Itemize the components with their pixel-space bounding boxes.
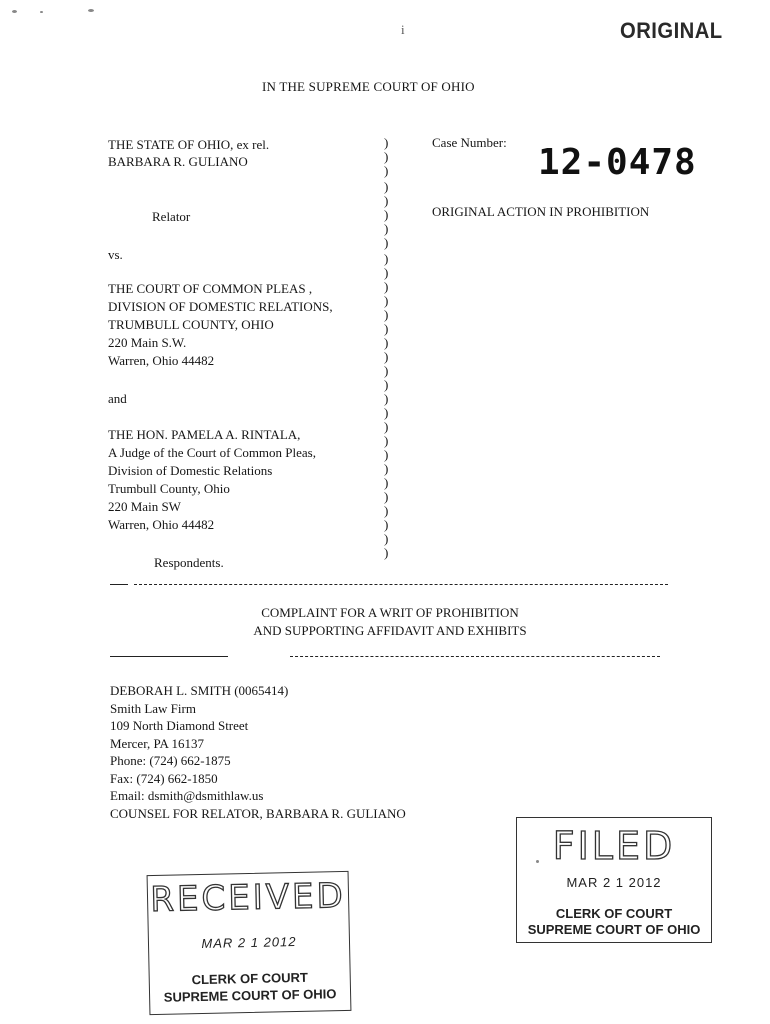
counsel-firm: Smith Law Firm	[110, 700, 196, 716]
complaint-title-line: COMPLAINT FOR A WRIT OF PROHIBITION	[261, 605, 519, 620]
scan-speck	[536, 860, 539, 863]
caption-parenthesis: )	[384, 545, 389, 560]
caption-line: Division of Domestic Relations	[108, 463, 273, 478]
caption-parenthesis: )	[384, 363, 389, 378]
caption-line: BARBARA R. GULIANO	[108, 154, 248, 169]
caption-parenthesis: )	[384, 419, 389, 434]
counsel-name: DEBORAH L. SMITH (0065414)	[110, 683, 289, 698]
received-stamp-date: MAR 2 1 2012	[201, 934, 297, 951]
caption-parenthesis: )	[384, 405, 389, 420]
caption-line: Relator	[152, 209, 191, 224]
counsel-street: 109 North Diamond Street	[110, 718, 249, 733]
caption-parenthesis: )	[384, 235, 389, 250]
caption-parenthesis: )	[384, 279, 389, 294]
filed-stamp-clerk-line: SUPREME COURT OF OHIO	[527, 922, 701, 937]
counsel-email: Email: dsmith@dsmithlaw.us	[110, 788, 264, 803]
received-stamp-clerk-line: SUPREME COURT OF OHIO	[163, 986, 337, 1005]
caption-parenthesis: )	[384, 335, 389, 350]
action-title: ORIGINAL ACTION IN PROHIBITION	[432, 204, 650, 219]
separator-rule	[290, 656, 660, 657]
case-number: 12-0478	[538, 142, 697, 183]
caption-parenthesis: )	[384, 475, 389, 490]
caption-line: DIVISION OF DOMESTIC RELATIONS,	[108, 299, 333, 314]
caption-parenthesis: )	[384, 293, 389, 308]
filed-stamp-date: MAR 2 1 2012	[566, 875, 662, 890]
caption-parenthesis: )	[384, 251, 389, 266]
caption-parenthesis: )	[384, 531, 389, 546]
caption-parenthesis: )	[384, 321, 389, 336]
received-stamp-word: RECEIVED	[150, 875, 347, 921]
filed-stamp-word: FILED	[552, 824, 676, 868]
scan-speck	[88, 9, 94, 12]
received-stamp-clerk	[150, 968, 351, 1006]
separator-rule	[110, 584, 128, 585]
counsel-fax: Fax: (724) 662-1850	[110, 770, 218, 786]
caption-parenthesis: )	[384, 135, 389, 150]
caption-line: 220 Main S.W.	[108, 335, 187, 350]
counsel-role: COUNSEL FOR RELATOR, BARBARA R. GULIANO	[110, 805, 406, 821]
caption-line: A Judge of the Court of Common Pleas,	[108, 445, 316, 460]
caption-parenthesis: )	[384, 179, 389, 194]
page-mark: i	[401, 22, 405, 37]
caption-line: THE COURT OF COMMON PLEAS ,	[108, 281, 313, 296]
complaint-title-line: AND SUPPORTING AFFIDAVIT AND EXHIBITS	[253, 623, 527, 638]
caption-line: Trumbull County, Ohio	[108, 481, 230, 496]
received-stamp	[147, 871, 352, 1015]
filed-stamp-clerk-line: CLERK OF COURT	[555, 906, 673, 921]
caption-parenthesis: )	[384, 447, 389, 462]
caption-line: and	[108, 391, 127, 406]
caption-parenthesis: )	[384, 221, 389, 236]
caption-parenthesis: )	[384, 517, 389, 532]
caption-line: THE HON. PAMELA A. RINTALA,	[108, 427, 301, 442]
filed-stamp	[516, 817, 712, 943]
caption-parenthesis: )	[384, 391, 389, 406]
caption-parenthesis: )	[384, 349, 389, 364]
caption-parenthesis: )	[384, 461, 389, 476]
separator-rule	[134, 584, 668, 585]
court-heading: IN THE SUPREME COURT OF OHIO	[262, 79, 475, 94]
separator-rule	[110, 656, 228, 657]
counsel-phone: Phone: (724) 662-1875	[110, 753, 231, 768]
caption-parenthesis: )	[384, 307, 389, 322]
caption-parenthesis: )	[384, 193, 389, 208]
caption-parenthesis: )	[384, 377, 389, 392]
caption-line: Warren, Ohio 44482	[108, 353, 215, 368]
caption-parenthesis: )	[384, 163, 389, 178]
original-stamp-mark: ORIGINAL	[620, 18, 723, 43]
filed-stamp-clerk	[517, 906, 711, 938]
caption-parenthesis: )	[384, 265, 389, 280]
caption-line: Respondents.	[154, 555, 224, 570]
complaint-title	[200, 604, 580, 640]
caption-parenthesis: )	[384, 489, 389, 504]
counsel-block	[110, 682, 530, 822]
caption-line: 220 Main SW	[108, 499, 181, 514]
counsel-city: Mercer, PA 16137	[110, 735, 204, 751]
caption-parenthesis: )	[384, 433, 389, 448]
caption-line: vs.	[108, 247, 123, 262]
received-stamp-clerk-line: CLERK OF COURT	[191, 969, 309, 988]
caption-parenthesis: )	[384, 149, 389, 164]
caption-line: TRUMBULL COUNTY, OHIO	[108, 317, 274, 332]
scan-speck	[40, 11, 43, 13]
case-number-label: Case Number:	[432, 135, 507, 150]
scan-speck	[12, 10, 17, 13]
caption-line: THE STATE OF OHIO, ex rel.	[108, 137, 270, 152]
caption-parenthesis: )	[384, 503, 389, 518]
caption-line: Warren, Ohio 44482	[108, 517, 215, 532]
caption-parenthesis: )	[384, 207, 389, 222]
